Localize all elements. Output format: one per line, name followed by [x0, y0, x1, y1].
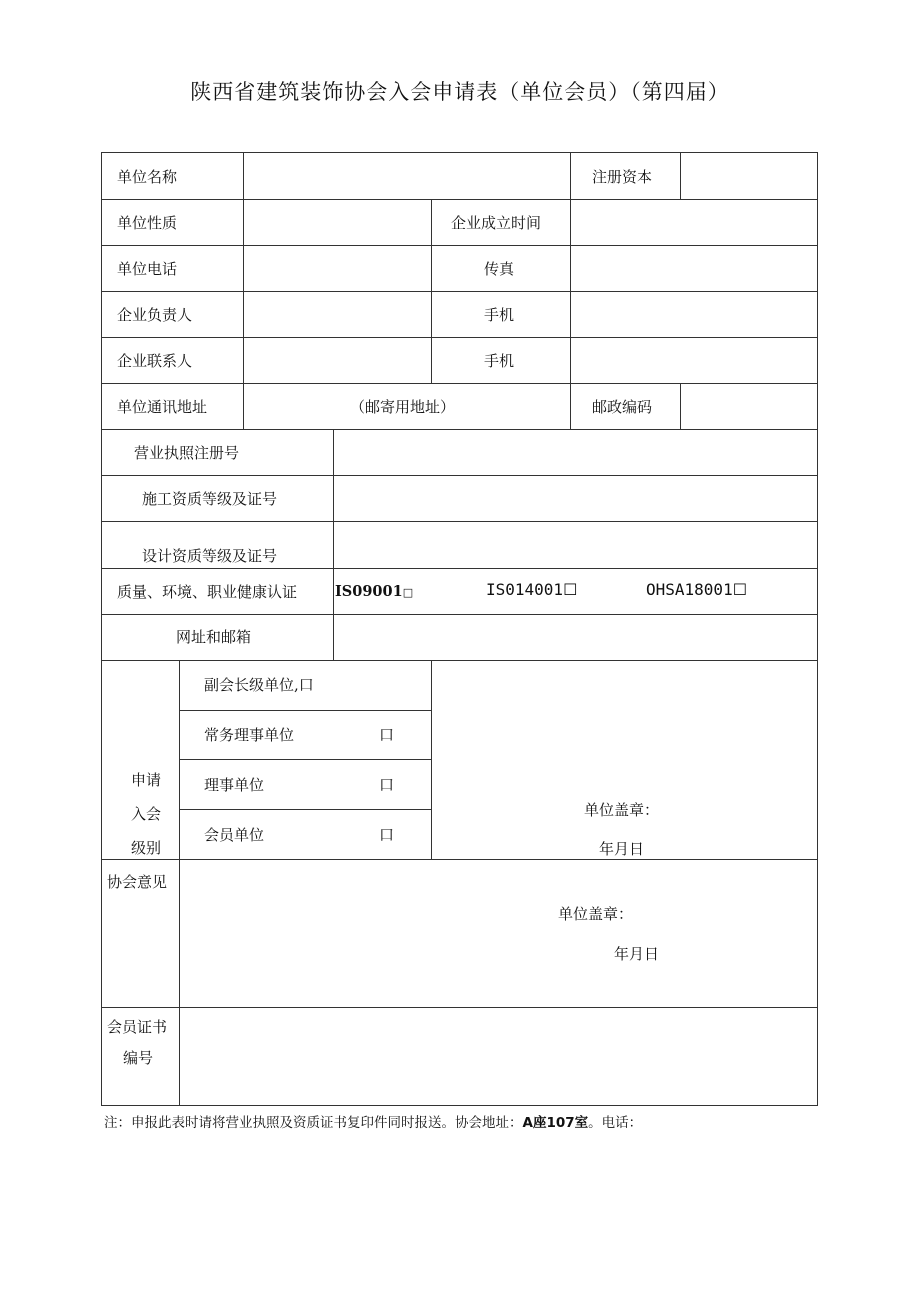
table-border-left [101, 152, 102, 1105]
level-row-line [179, 710, 431, 711]
col-line [243, 152, 244, 429]
standing-director-checkbox[interactable]: 口 [379, 726, 395, 744]
ohsa18001-option[interactable] [646, 581, 747, 599]
construction-qual-label: 施工资质等级及证号 [142, 490, 278, 508]
address-hint: （邮寄用地址） [350, 398, 456, 416]
iso14001-checkbox[interactable]: ☐ [563, 580, 578, 599]
level-row-line [179, 759, 431, 760]
iso9001-option[interactable] [335, 583, 413, 602]
row-line [101, 521, 818, 522]
row-line [101, 475, 818, 476]
row-line [101, 614, 818, 615]
row-line [101, 568, 818, 569]
iso14001-label: IS014001 [486, 580, 564, 599]
iso9001-label: IS09001 [335, 583, 403, 600]
address-label: 单位通讯地址 [117, 398, 208, 416]
row-line [101, 337, 818, 338]
unit-nature-label: 单位性质 [117, 214, 178, 232]
table-border-top [101, 152, 818, 153]
level-label-line-2: 入会 [131, 805, 162, 823]
design-qual-label: 设计资质等级及证号 [142, 547, 278, 565]
unit-name-label: 单位名称 [117, 168, 178, 186]
row-line [101, 1007, 818, 1008]
vice-president-label: 副会长级单位, [204, 676, 299, 694]
unit-phone-label: 单位电话 [117, 260, 178, 278]
opinion-label: 协会意见 [107, 873, 168, 891]
footnote [104, 1111, 642, 1131]
member-checkbox[interactable]: 口 [379, 826, 395, 844]
ohsa18001-label: OHSA18001 [646, 580, 733, 599]
leader-label: 企业负责人 [117, 306, 193, 324]
page-title: 陕西省建筑装饰协会入会申请表（单位会员）（第四届） [190, 80, 730, 104]
row-line [101, 859, 818, 860]
row-line [101, 660, 818, 661]
license-no-label: 营业执照注册号 [134, 444, 240, 462]
col-line [680, 152, 681, 199]
registered-capital-label: 注册资本 [592, 168, 653, 186]
col-line [431, 660, 432, 859]
col-line [680, 383, 681, 429]
col-line [570, 152, 571, 429]
contact-mobile-label: 手机 [484, 352, 515, 370]
iso14001-option[interactable] [486, 581, 577, 599]
opinion-date-label: 年月日 [614, 945, 660, 963]
level-stamp-label: 单位盖章： [584, 801, 660, 819]
fax-label: 传真 [484, 260, 515, 278]
ohsa18001-checkbox[interactable]: ☐ [732, 580, 748, 599]
table-border-right [817, 152, 818, 1105]
row-line [101, 429, 818, 430]
footnote-suffix: 。电话： [588, 1115, 643, 1131]
footnote-prefix: 注：申报此表时请将营业执照及资质证书复印件同时报送。协会地址： [104, 1115, 523, 1131]
vice-president-option[interactable] [204, 676, 314, 694]
director-checkbox[interactable]: 口 [379, 776, 395, 794]
certificate-label-line-2: 编号 [123, 1049, 154, 1067]
col-line [179, 660, 180, 1105]
row-line [101, 199, 818, 200]
certificate-label-line-1: 会员证书 [107, 1018, 168, 1036]
certification-label: 质量、环境、职业健康认证 [117, 583, 298, 601]
postal-code-label: 邮政编码 [592, 398, 653, 416]
iso9001-checkbox[interactable]: □ [402, 586, 414, 599]
table-border-bottom [101, 1105, 818, 1106]
standing-director-label: 常务理事单位 [204, 726, 295, 744]
level-label-line-3: 级别 [131, 839, 162, 857]
row-line [101, 291, 818, 292]
level-date-label: 年月日 [599, 840, 645, 858]
website-email-label: 网址和邮箱 [176, 628, 252, 646]
col-line [333, 429, 334, 660]
row-line [101, 383, 818, 384]
founded-time-label: 企业成立时间 [451, 214, 542, 232]
leader-mobile-label: 手机 [484, 306, 515, 324]
row-line [101, 245, 818, 246]
member-label: 会员单位 [204, 826, 265, 844]
level-row-line [179, 809, 431, 810]
col-line [431, 199, 432, 383]
footnote-room: A座107室 [522, 1115, 589, 1131]
opinion-stamp-label: 单位盖章： [558, 905, 634, 923]
vice-president-checkbox[interactable]: 口 [298, 676, 314, 694]
level-label-line-1: 申请 [131, 771, 162, 789]
contact-label: 企业联系人 [117, 352, 193, 370]
director-label: 理事单位 [204, 776, 265, 794]
